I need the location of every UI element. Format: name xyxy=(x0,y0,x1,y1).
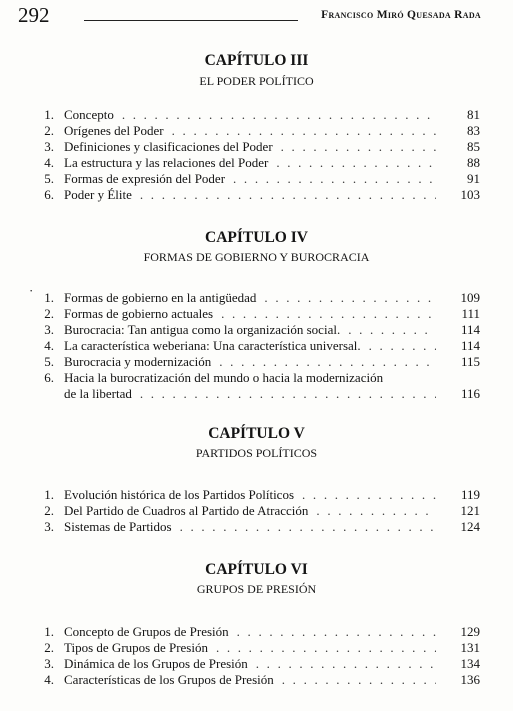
entry-number: 3. xyxy=(44,139,54,154)
entry-number: 5. xyxy=(44,171,54,186)
dot-leader xyxy=(114,107,436,122)
dot-leader xyxy=(225,171,436,186)
entry-number: 5. xyxy=(44,354,54,369)
dot-leader xyxy=(164,123,436,138)
entry-title: Burocracia y modernización xyxy=(64,354,212,369)
entry-title: Burocracia: Tan antigua como la organización social. xyxy=(64,322,341,337)
dot-leader xyxy=(211,354,436,369)
entry-page: 88 xyxy=(467,155,480,170)
entry-title: Hacia la burocratización del mundo o hacia la modernización xyxy=(64,370,384,385)
toc-entry xyxy=(40,370,480,402)
entry-page: 121 xyxy=(460,503,480,518)
entry-number: 3. xyxy=(44,519,54,534)
entry-page: 131 xyxy=(460,640,480,655)
entry-title-continued: de la libertad xyxy=(64,386,132,401)
entry-page: 115 xyxy=(460,354,480,369)
entry-title: Definiciones y clasificaciones del Poder xyxy=(64,139,273,154)
entry-number: 2. xyxy=(44,503,54,518)
entry-number: 4. xyxy=(44,672,54,687)
page-header xyxy=(0,0,513,30)
dot-leader xyxy=(340,322,436,337)
dot-leader xyxy=(132,187,436,202)
entry-page: 134 xyxy=(460,656,480,671)
dot-leader xyxy=(268,155,436,170)
entry-number: 1. xyxy=(44,107,54,122)
chapter-title: CAPÍTULO III xyxy=(204,52,309,69)
entry-page: 111 xyxy=(461,306,480,321)
dot-leader xyxy=(308,503,436,518)
entry-number: 2. xyxy=(44,306,54,321)
running-head: Francisco Miró Quesada Rada xyxy=(321,9,481,21)
dot-leader xyxy=(213,306,436,321)
dot-leader xyxy=(274,672,436,687)
entry-number: 6. xyxy=(44,370,54,385)
entry-number: 1. xyxy=(44,487,54,502)
entry-number: 2. xyxy=(44,123,54,138)
header-rule xyxy=(84,20,298,21)
dot-leader xyxy=(172,519,436,534)
chapter-subtitle: PARTIDOS POLÍTICOS xyxy=(195,446,318,460)
entry-title: Del Partido de Cuadros al Partido de Atracción xyxy=(64,503,309,518)
entry-title: Tipos de Grupos de Presión xyxy=(64,640,208,655)
entry-page: 136 xyxy=(460,672,480,687)
page-number: 292 xyxy=(18,3,50,27)
entry-page: 91 xyxy=(467,171,480,186)
entry-page: 116 xyxy=(460,386,480,401)
dot-leader xyxy=(361,338,436,353)
entry-title: La característica weberiana: Una característica universal. xyxy=(64,338,361,353)
entry-title: Características de los Grupos de Presión xyxy=(64,672,274,687)
entry-title: La estructura y las relaciones del Poder xyxy=(64,155,269,170)
entry-page: 114 xyxy=(460,338,480,353)
entry-page: 129 xyxy=(460,624,480,639)
entry-page: 124 xyxy=(460,519,480,534)
entry-page: 85 xyxy=(467,139,480,154)
dot-leader xyxy=(294,487,436,502)
dot-leader xyxy=(256,290,436,305)
dot-leader xyxy=(248,656,436,671)
entry-number: 3. xyxy=(44,322,54,337)
entry-title: Sistemas de Partidos xyxy=(64,519,172,534)
dot-leader xyxy=(132,386,436,401)
entry-title: Formas de expresión del Poder xyxy=(64,171,226,186)
entry-title: Formas de gobierno en la antigüedad xyxy=(64,290,257,305)
entry-title: Concepto xyxy=(64,107,114,122)
print-speck: · xyxy=(29,283,34,298)
entry-page: 103 xyxy=(460,187,480,202)
entry-title: Dinámica de los Grupos de Presión xyxy=(64,656,248,671)
chapter-title: CAPÍTULO VI xyxy=(205,561,308,578)
entry-page: 119 xyxy=(460,487,480,502)
dot-leader xyxy=(208,640,436,655)
entry-number: 6. xyxy=(44,187,54,202)
entry-title: Poder y Élite xyxy=(64,187,132,202)
entry-number: 2. xyxy=(44,640,54,655)
entry-title: Formas de gobierno actuales xyxy=(64,306,214,321)
dot-leader xyxy=(229,624,436,639)
entry-number: 3. xyxy=(44,656,54,671)
entry-title: Orígenes del Poder xyxy=(64,123,164,138)
chapter-subtitle: GRUPOS DE PRESIÓN xyxy=(196,582,317,596)
chapter-title: CAPÍTULO IV xyxy=(205,229,308,246)
entry-number: 4. xyxy=(44,338,54,353)
entry-number: 1. xyxy=(44,624,54,639)
entry-page: 109 xyxy=(460,290,480,305)
chapter-subtitle: EL PODER POLÍTICO xyxy=(199,74,314,88)
chapter-subtitle: FORMAS DE GOBIERNO Y BUROCRACIA xyxy=(143,250,370,264)
entry-number: 4. xyxy=(44,155,54,170)
chapter-title: CAPÍTULO V xyxy=(208,425,305,442)
entry-number: 1. xyxy=(44,290,54,305)
entry-page: 81 xyxy=(467,107,480,122)
entry-title: Concepto de Grupos de Presión xyxy=(64,624,229,639)
entry-page: 83 xyxy=(467,123,480,138)
dot-leader xyxy=(273,139,436,154)
entry-page: 114 xyxy=(460,322,480,337)
entry-title: Evolución histórica de los Partidos Políticos xyxy=(64,487,295,502)
